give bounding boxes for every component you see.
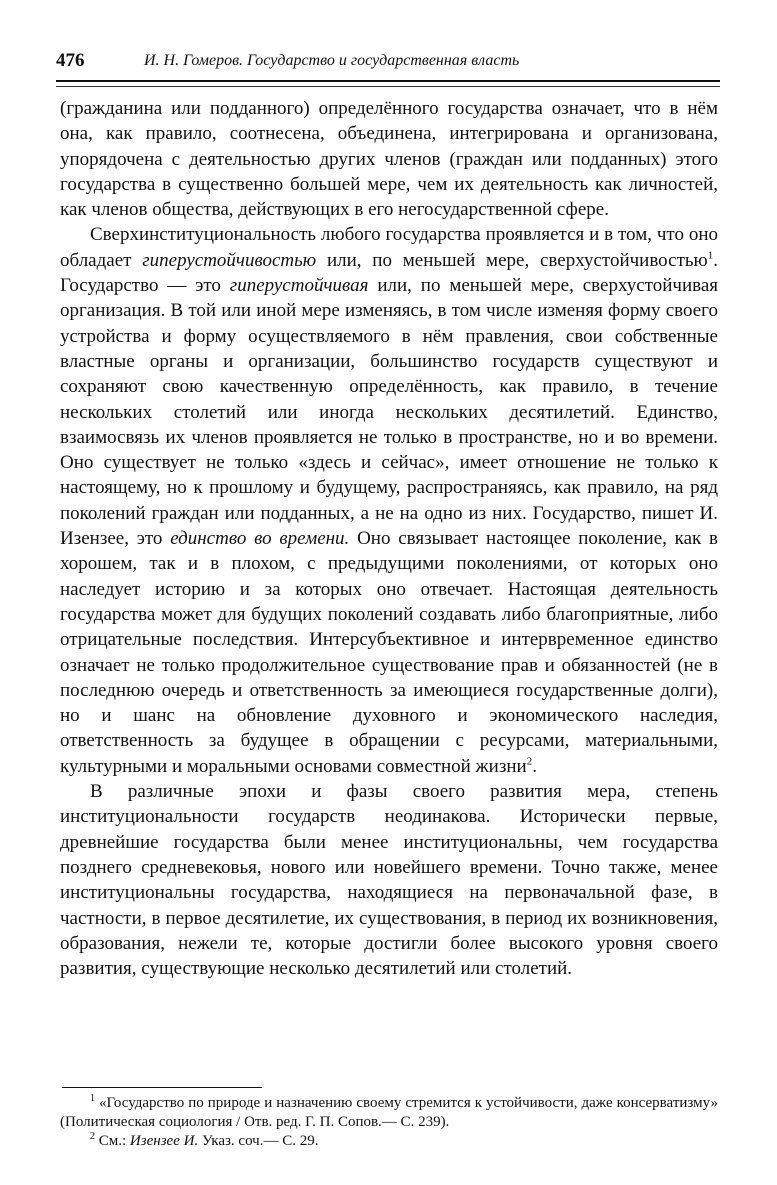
footnote-1-mark: 1 <box>90 1093 95 1104</box>
term-hyperstability: гиперустойчивостью <box>142 249 317 271</box>
footnote-2-text-a: См.: <box>95 1133 130 1149</box>
paragraph-1: (гражданина или подданного) определённого государства означает, что в нём она, как правило, соотнесена, объединена, интегрирована и организована, упорядочена с деятельностью других членов (граждан или подданных) этого государства в существенно большей мере, чем их деятельность как личностей, как членов общества, действующих в его негосударственной сфере. <box>60 98 718 221</box>
paragraph-2-text-a: Сверхинституциональность любого государства проявляется и в том, что оно обладает <box>60 224 718 271</box>
footnote-1-text: «Государство по природе и назначению своему стремится к устойчивости, даже консерватизму» (Политическая социология / Отв. ред. Г. П. Сопов.— С. 239). <box>60 1095 718 1130</box>
paragraph-2-text-d: . Государство — это <box>60 249 719 297</box>
term-unity-in-time: единство во времени. <box>170 528 350 550</box>
footnote-2 <box>60 1132 718 1151</box>
footnote-2-author: Изензее И. <box>129 1133 199 1149</box>
term-hyperstable: гиперустойчивая <box>229 275 369 297</box>
footnotes <box>60 1094 718 1151</box>
header-rule-thin <box>56 86 720 87</box>
paragraph-2-text-i: . <box>532 755 537 777</box>
footnote-ref-1[interactable]: 1 <box>707 249 714 262</box>
footnote-2-mark: 2 <box>90 1131 95 1142</box>
paragraph-2-text-f: или, по меньшей мере, сверхустойчивая организация. В той или иной мере изменяясь, в том числе изменяя форму своего устройства и форму осуществляемого в нём правления, свои собственные властные органы и организации, большинство государств существуют и сохраняют свою качественную определённость, как правило, в течение нескольких столетий или иногда нескольких десятилетий. Единство, взаимосвязь их членов проявляется не только в пространстве, но и во времени. Оно существует не только «здесь и сейчас», имеет отношение не только к настоящему, но к прошлому и будущему, распространяясь, как правило, на ряд поколений граждан или подданных, а не на одно из них. Государство, пишет И. Изензее, это <box>60 275 718 550</box>
footnote-2-text-c: Указ. соч.— С. 29. <box>198 1133 319 1149</box>
footnote-1 <box>60 1094 718 1132</box>
paragraph-2 <box>60 222 718 779</box>
running-head: И. Н. Гомеров. Государство и государственная власть <box>144 52 520 69</box>
paragraph-2-text-c: или, по меньшей мере, сверхустойчивостью <box>316 249 708 271</box>
footnote-ref-2[interactable]: 2 <box>526 755 533 768</box>
page-header <box>56 50 720 76</box>
paragraph-3: В различные эпохи и фазы своего развития мера, степень институциональности государств неодинакова. Исторически первые, древнейшие государства были менее институциональны, чем государства позднего средневековья, нового или новейшего времени. Точно также, менее институциональны государства, находящиеся на первоначальной фазе, в частности, в первое десятилетие, их существования, в период их возникновения, образования, нежели те, которые достигли более высокого уровня своего развития, существующие несколько десятилетий или столетий. <box>60 781 718 980</box>
main-text <box>60 96 718 981</box>
page-number: 476 <box>56 50 85 71</box>
footnote-rule <box>62 1087 262 1088</box>
header-rule <box>56 80 720 82</box>
paragraph-2-text-h: Оно связывает настоящее поколение, как в хорошем, так и в плохом, с предыдущими поколениями, от которых оно наследует историю и за которых оно отвечает. Настоящая деятельность государства может для будущих поколений создавать либо благоприятные, либо отрицательные последствия. Интерсубъективное и интервременное единство означает не только продолжительное существование прав и обязанностей (не в последнюю очередь и ответственность за имеющиеся государственные долги), но и шанс на обновление духовного и экономического наследия, ответственность за будущее в обращении с ресурсами, материальными, культурными и моральными основами совместной жизни <box>60 528 718 777</box>
